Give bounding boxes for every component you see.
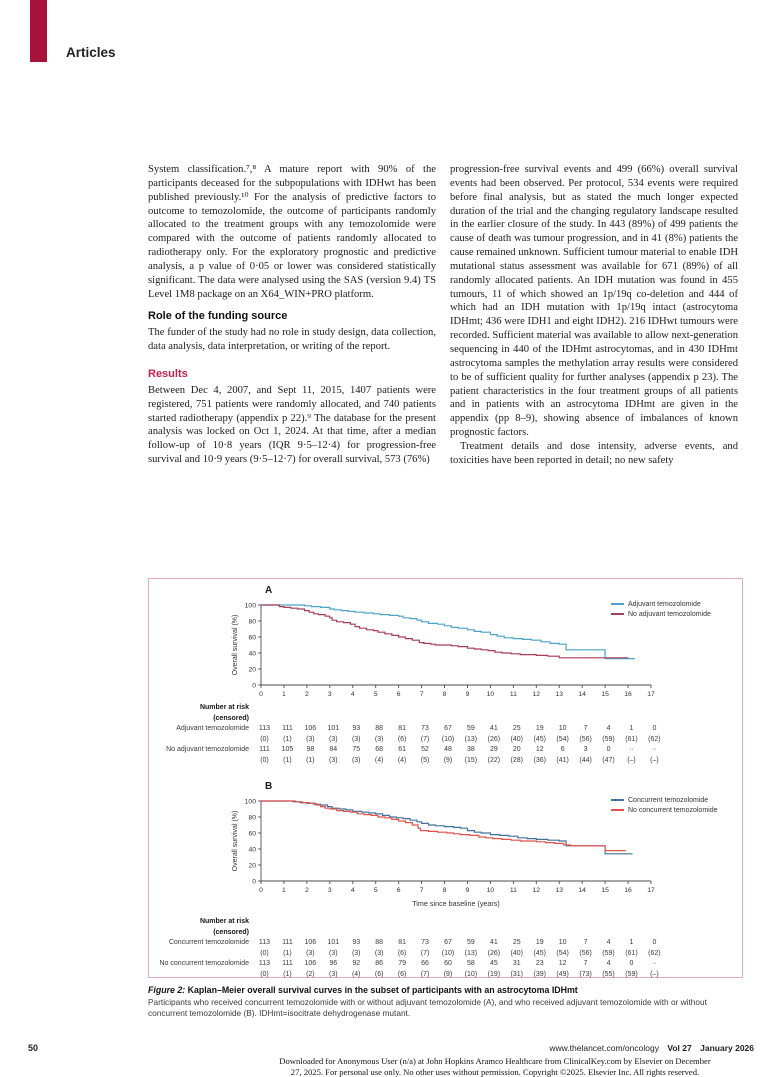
- risk-cell: 92: [352, 960, 361, 967]
- x-tick-label: 11: [509, 887, 517, 894]
- x-tick-label: 7: [419, 887, 424, 894]
- x-tick-label: 2: [304, 691, 309, 698]
- legend-line-swatch: [611, 809, 624, 811]
- risk-cell: 96: [329, 960, 338, 967]
- risk-cell: (13): [464, 949, 478, 957]
- risk-table-line: [149, 970, 743, 981]
- risk-cell: (6): [397, 970, 407, 978]
- risk-table-line: [149, 735, 743, 746]
- risk-cell: 0: [629, 960, 634, 967]
- x-tick-label: 13: [555, 887, 564, 894]
- risk-cell: ··: [652, 746, 657, 753]
- number-at-risk-table-b: [149, 917, 743, 980]
- risk-cell: (1): [306, 756, 315, 764]
- risk-row-label: (censored): [213, 928, 249, 936]
- footer-journal-line: [549, 1043, 754, 1053]
- risk-cell: 0: [652, 725, 657, 732]
- y-tick-label: 100: [244, 602, 256, 610]
- risk-cell: 105: [281, 746, 294, 753]
- download-notice: [190, 1056, 784, 1077]
- risk-cell: 10: [558, 939, 567, 946]
- journal-url: www.thelancet.com/oncology: [549, 1043, 659, 1053]
- risk-cell: 101: [327, 725, 340, 732]
- risk-cell: (4): [351, 970, 361, 978]
- risk-cell: (1): [283, 970, 292, 978]
- risk-cell: (6): [397, 735, 407, 743]
- risk-cell: (39): [533, 970, 546, 978]
- risk-cell: (26): [487, 949, 501, 957]
- figure-caption-title-text: Kaplan–Meier overall survival curves in the subset of participants with an astrocytoma IDHmt: [187, 985, 578, 995]
- risk-cell: (3): [374, 735, 384, 743]
- download-notice-line2: 27, 2025. For personal use only. No other uses without permission. Copyright ©2025. Elsevier Inc. All rights reserved.: [290, 1066, 700, 1077]
- legend-entry-label: Concurrent temozolomide: [628, 796, 709, 804]
- risk-table-line: [149, 724, 743, 735]
- x-tick-label: 13: [555, 691, 564, 698]
- risk-cell: (47): [602, 756, 615, 764]
- risk-cell: 0: [652, 939, 657, 946]
- risk-cell: (3): [329, 756, 338, 764]
- risk-table-line: [149, 745, 743, 756]
- x-tick-label: 1: [282, 887, 286, 894]
- x-tick-label: 5: [373, 887, 378, 894]
- risk-cell: 113: [258, 939, 271, 946]
- risk-cell: 106: [304, 960, 317, 967]
- risk-cell: ··: [629, 746, 634, 753]
- x-tick-label: 8: [442, 691, 447, 698]
- legend-entry: [611, 795, 718, 805]
- risk-cell: 52: [421, 746, 429, 753]
- risk-cell: 93: [352, 939, 361, 946]
- risk-cell: 111: [259, 746, 270, 753]
- risk-cell: 20: [512, 746, 521, 753]
- risk-cell: (3): [351, 756, 361, 764]
- risk-row-label: No concurrent temozolomide: [159, 960, 249, 967]
- risk-cell: (0): [260, 970, 269, 978]
- risk-row-label: Number at risk: [199, 704, 249, 711]
- risk-cell: 75: [352, 746, 361, 753]
- risk-cell: (22): [487, 756, 501, 764]
- risk-cell: (28): [510, 756, 523, 764]
- risk-cell: (40): [510, 735, 523, 743]
- y-tick-label: 80: [248, 814, 256, 822]
- x-tick-label: 12: [532, 691, 541, 698]
- risk-cell: (45): [533, 949, 546, 957]
- paragraph-funding: The funder of the study had no role in study design, data collection, data analysis, data interpretation, or writing of the report.: [148, 327, 436, 353]
- risk-cell: 113: [258, 725, 271, 732]
- x-tick-label: 16: [624, 691, 632, 698]
- risk-cell: (56): [579, 949, 592, 957]
- risk-table-line: [149, 949, 743, 960]
- x-tick-label: 17: [647, 887, 655, 894]
- risk-row-label: [149, 756, 253, 767]
- paragraph-results-2: progression-free survival events and 499 (66%) overall survival events had been observed. Per protocol, 534 events were required before final analysis, but as stated the much longer expected duration of the trial and the changing regulatory landscape resulted in the earlier closure of the study. In 443 (89%) of 499 patients the cause of death was tumour progression, and in 41 (8%) patients the cause remained unknown. Sufficient tumour material to enable IDH mutational status assessment was available for 671 (89%) of all randomly allocated patients. An IDH mutation was found in 455 tumours, 11 of which showed an 1p/19q co-deletion and 444 of which had an IDH mutation with 1p/19q intact (astrocytoma IDHmt; 436 were IDH1 and eight IDH2). 216 IDHwt tumours were recorded. Sufficient material was available to allow next-generation sequencing in 440 of the IDHmt astrocytomas, and in 430 IDHmt astrocytoma samples the methylation array results were considered to be of sufficient quality for further analyses (appendix p 23). The patient characteristics in the four treatment groups of all patients and in patients with an astrocytoma IDHmt are given in the appendix (pp 8–9), showing absence of imbalances of known prognostic factors.: [450, 164, 738, 439]
- risk-cell: (6): [397, 949, 407, 957]
- risk-cell: 101: [327, 939, 340, 946]
- risk-cell: 31: [512, 960, 521, 967]
- risk-cell: 12: [535, 746, 544, 753]
- x-tick-label: 7: [419, 691, 424, 698]
- risk-cell: (4): [397, 756, 407, 764]
- legend-entry-label: No concurrent temozolomide: [628, 806, 718, 814]
- y-tick-label: 20: [248, 666, 256, 674]
- risk-cell: (0): [260, 949, 269, 957]
- legend-panel-a: [611, 599, 711, 619]
- x-tick-label: 10: [486, 887, 495, 894]
- risk-cell: (3): [374, 949, 384, 957]
- risk-cell: (4): [374, 756, 384, 764]
- page-number: 50: [28, 1043, 39, 1053]
- lancet-brand-bar: [30, 0, 47, 62]
- risk-cell: 79: [398, 960, 406, 967]
- risk-cell: (15): [464, 756, 478, 764]
- risk-cell: 29: [489, 746, 498, 753]
- y-tick-label: 0: [252, 682, 256, 690]
- risk-cell: 111: [282, 725, 293, 732]
- risk-cell: 19: [535, 725, 544, 732]
- y-tick-label: 20: [248, 862, 256, 870]
- risk-cell: 0: [606, 746, 611, 753]
- x-tick-label: 6: [396, 887, 401, 894]
- risk-cell: 10: [558, 725, 567, 732]
- figure-caption-label: Figure 2:: [148, 985, 186, 995]
- risk-row-label: [149, 970, 253, 981]
- risk-cell: 25: [512, 725, 521, 732]
- risk-cell: 111: [282, 939, 293, 946]
- risk-cell: (9): [443, 756, 453, 764]
- risk-table-line: [149, 917, 743, 928]
- risk-cell: 38: [467, 746, 475, 753]
- risk-cell: (1): [283, 735, 292, 743]
- heading-role-of-funding-source: Role of the funding source: [148, 310, 288, 323]
- risk-cell: ··: [652, 960, 657, 967]
- risk-table-line: [149, 703, 743, 714]
- risk-cell: (61): [625, 735, 638, 743]
- y-tick-label: 80: [248, 618, 256, 626]
- legend-entry-label: Adjuvant temozolomide: [628, 600, 701, 608]
- x-tick-label: 3: [327, 887, 332, 894]
- legend-line-swatch: [611, 603, 624, 605]
- risk-cell: (–): [650, 756, 659, 764]
- risk-cell: 7: [583, 939, 588, 946]
- y-tick-label: 60: [248, 634, 256, 642]
- km-curve-adjuvant-temozolomide: [261, 605, 635, 659]
- risk-cell: (3): [351, 949, 361, 957]
- risk-cell: (62): [648, 949, 661, 957]
- legend-line-swatch: [611, 613, 624, 615]
- risk-cell: (26): [487, 735, 501, 743]
- risk-cell: 41: [489, 939, 498, 946]
- risk-cell: (31): [510, 970, 523, 978]
- risk-cell: (0): [260, 756, 269, 764]
- risk-cell: (6): [374, 970, 384, 978]
- paragraph-methods: System classification.⁷,⁸ A mature report with 90% of the participants deceased for the subpopulations with IDHwt has been published previously.¹⁰ For the analysis of predictive factors to outcome to temozolomide, the outcome of participants randomly allocated to the treatment groups with any temozolomide were compared with the outcome of patients randomly allocated to radiotherapy only. For the exploratory prognostic and predictive analysis, a p value of 0·05 or lower was considered statistically significant. The data were analysed using the SAS (version 9.4) TS Level 1M8 package on an X64_WIN+PRO platform.: [148, 164, 436, 300]
- risk-cell: (41): [556, 756, 569, 764]
- risk-cell: 3: [583, 746, 588, 753]
- y-tick-label: 100: [244, 798, 256, 806]
- risk-cell: (3): [306, 949, 315, 957]
- risk-cell: (40): [510, 949, 523, 957]
- risk-cell: 6: [560, 746, 565, 753]
- risk-cell: (54): [556, 735, 569, 743]
- section-label: Articles: [66, 45, 116, 60]
- risk-cell: 88: [375, 725, 384, 732]
- risk-table-line: [149, 928, 743, 939]
- risk-cell: 81: [398, 725, 406, 732]
- figure-caption: [148, 985, 741, 1020]
- risk-cell: (56): [579, 735, 592, 743]
- risk-cell: 1: [629, 939, 634, 946]
- legend-entry-label: No adjuvant temozolomide: [628, 610, 711, 618]
- risk-cell: (62): [648, 735, 661, 743]
- legend-panel-b: [611, 795, 718, 815]
- risk-cell: (45): [533, 735, 546, 743]
- risk-cell: 113: [258, 960, 271, 967]
- x-tick-label: 14: [578, 691, 586, 698]
- risk-cell: (13): [464, 735, 478, 743]
- x-tick-label: 6: [396, 691, 401, 698]
- risk-cell: 88: [375, 939, 384, 946]
- risk-table-line: [149, 714, 743, 725]
- risk-cell: 1: [629, 725, 634, 732]
- risk-row-label: [149, 735, 253, 746]
- article-right-column: [450, 163, 738, 468]
- risk-cell: 106: [304, 939, 317, 946]
- risk-row-label: Concurrent temozolomide: [168, 939, 249, 946]
- risk-cell: 23: [535, 960, 544, 967]
- risk-cell: (49): [556, 970, 569, 978]
- x-tick-label: 9: [465, 887, 470, 894]
- x-tick-label: 10: [486, 691, 495, 698]
- risk-row-label: Number at risk: [199, 918, 249, 925]
- risk-cell: 4: [606, 939, 611, 946]
- risk-cell: (10): [464, 970, 478, 978]
- x-tick-label: 15: [601, 887, 609, 894]
- paragraph-results-1: Between Dec 4, 2007, and Sept 11, 2015, 1407 patients were registered, 751 patients were randomly allocated, and 740 patients started radiotherapy (appendix p 22).⁹ The database for the present analysis was locked on Oct 1, 2024. At that time, after a median follow-up of 10·8 years (IQR 9·5–12·4) for progression-free survival and 10·9 years (9·5–12·7) for overall survival, 573 (76%): [148, 384, 436, 466]
- risk-cell: 67: [444, 939, 452, 946]
- x-tick-label: 0: [259, 691, 263, 698]
- risk-cell: (9): [443, 970, 453, 978]
- figure-caption-body: Participants who received concurrent temozolomide with or without adjuvant temozolomide (A), and who received adjuvant temozolomide with or without concurrent temozolomide (B). IDHmt=isocitrate dehydrogenase mutant.: [148, 997, 707, 1019]
- risk-cell: (36): [533, 756, 546, 764]
- risk-cell: (3): [329, 735, 338, 743]
- legend-entry: [611, 609, 711, 619]
- risk-cell: (59): [602, 735, 615, 743]
- risk-cell: (–): [627, 756, 636, 764]
- x-tick-label: 3: [327, 691, 332, 698]
- x-tick-label: 16: [624, 887, 632, 894]
- risk-cell: (3): [329, 949, 338, 957]
- risk-cell: (1): [283, 756, 292, 764]
- risk-cell: (0): [260, 735, 269, 743]
- x-tick-label: 4: [350, 691, 355, 698]
- risk-row-label: (censored): [213, 714, 249, 722]
- x-axis-title: Time since baseline (years): [412, 899, 500, 908]
- risk-cell: (5): [420, 756, 430, 764]
- risk-table-line: [149, 756, 743, 767]
- risk-cell: 60: [444, 960, 452, 967]
- risk-cell: 45: [489, 960, 498, 967]
- y-axis-title: Overall survival (%): [232, 614, 239, 676]
- risk-cell: (2): [306, 970, 315, 978]
- x-tick-label: 1: [282, 691, 286, 698]
- risk-cell: (–): [650, 970, 659, 978]
- legend-entry: [611, 599, 711, 609]
- risk-cell: (7): [420, 970, 430, 978]
- risk-cell: (3): [351, 735, 361, 743]
- risk-cell: 106: [304, 725, 317, 732]
- y-tick-label: 60: [248, 830, 256, 838]
- risk-table-line: [149, 938, 743, 949]
- risk-cell: (44): [579, 756, 592, 764]
- journal-issue-date: January 2026: [700, 1043, 754, 1053]
- y-tick-label: 40: [248, 846, 256, 854]
- legend-line-swatch: [611, 799, 624, 801]
- risk-cell: (1): [283, 949, 292, 957]
- risk-cell: (10): [441, 949, 455, 957]
- panel-letter: B: [265, 781, 273, 792]
- article-left-column: [148, 163, 436, 467]
- risk-cell: 19: [535, 939, 544, 946]
- risk-row-label: No adjuvant temozolomide: [166, 746, 249, 753]
- x-tick-label: 14: [578, 887, 586, 894]
- figure-caption-title: [148, 985, 741, 995]
- risk-cell: 59: [467, 939, 475, 946]
- paragraph-results-3: Treatment details and dose intensity, adverse events, and toxicities have been reported in detail; no new safety: [450, 440, 738, 466]
- risk-cell: 58: [467, 960, 475, 967]
- risk-cell: (61): [625, 949, 638, 957]
- risk-cell: 4: [606, 960, 611, 967]
- risk-row-label: Adjuvant temozolomide: [176, 725, 249, 732]
- y-tick-label: 0: [252, 878, 256, 886]
- risk-cell: 7: [583, 725, 588, 732]
- panel-letter: A: [265, 585, 273, 596]
- risk-cell: (59): [602, 949, 615, 957]
- km-plot-panel-a: [149, 579, 743, 701]
- risk-cell: (7): [420, 949, 430, 957]
- risk-cell: (59): [625, 970, 638, 978]
- x-tick-label: 5: [373, 691, 378, 698]
- risk-cell: 93: [352, 725, 361, 732]
- risk-cell: (73): [579, 970, 592, 978]
- x-tick-label: 8: [442, 887, 447, 894]
- risk-cell: 67: [444, 725, 452, 732]
- risk-cell: (55): [602, 970, 615, 978]
- risk-table-line: [149, 959, 743, 970]
- heading-results: Results: [148, 367, 188, 380]
- risk-cell: (3): [306, 735, 315, 743]
- y-axis-title: Overall survival (%): [232, 810, 239, 872]
- risk-cell: 73: [421, 725, 429, 732]
- risk-cell: (3): [329, 970, 338, 978]
- risk-cell: 73: [421, 939, 429, 946]
- risk-cell: 25: [512, 939, 521, 946]
- risk-cell: 68: [375, 746, 384, 753]
- risk-row-label: [149, 949, 253, 960]
- risk-cell: 81: [398, 939, 406, 946]
- risk-cell: (10): [441, 735, 455, 743]
- x-tick-label: 15: [601, 691, 609, 698]
- risk-cell: 59: [467, 725, 475, 732]
- risk-cell: 41: [489, 725, 498, 732]
- x-tick-label: 2: [304, 887, 309, 894]
- x-tick-label: 17: [647, 691, 655, 698]
- x-tick-label: 9: [465, 691, 470, 698]
- risk-cell: 7: [583, 960, 588, 967]
- risk-cell: 12: [558, 960, 567, 967]
- x-tick-label: 0: [259, 887, 263, 894]
- risk-cell: 98: [306, 746, 315, 753]
- x-tick-label: 11: [509, 691, 517, 698]
- risk-cell: 4: [606, 725, 611, 732]
- y-tick-label: 40: [248, 650, 256, 658]
- risk-cell: 48: [444, 746, 452, 753]
- risk-cell: (7): [420, 735, 430, 743]
- risk-cell: (19): [487, 970, 501, 978]
- download-notice-line1: Downloaded for Anonymous User (n/a) at John Hopkins Aramco Healthcare from ClinicalKey.com by Elsevier on December: [279, 1056, 711, 1066]
- journal-volume: Vol 27: [667, 1043, 692, 1053]
- risk-cell: (54): [556, 949, 569, 957]
- legend-entry: [611, 805, 718, 815]
- number-at-risk-table-a: [149, 703, 743, 766]
- risk-cell: 111: [282, 960, 293, 967]
- risk-cell: 86: [375, 960, 384, 967]
- risk-cell: 66: [421, 960, 429, 967]
- x-tick-label: 12: [532, 887, 541, 894]
- figure-2-box: [148, 578, 743, 978]
- risk-cell: 84: [329, 746, 338, 753]
- x-tick-label: 4: [350, 887, 355, 894]
- risk-cell: 61: [398, 746, 406, 753]
